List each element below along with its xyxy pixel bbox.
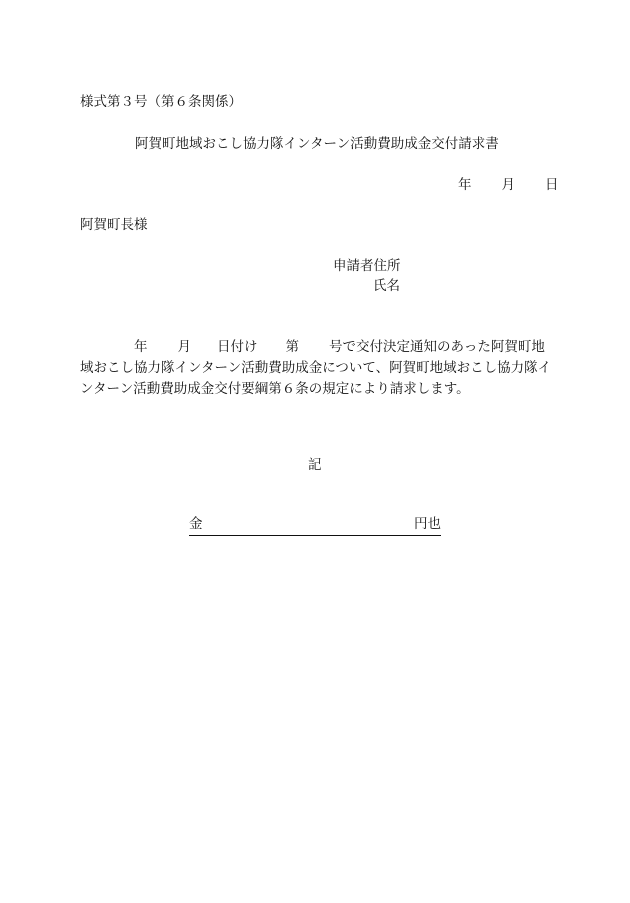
amount-prefix: 金 (189, 516, 203, 532)
ki-heading: 記 (308, 457, 322, 473)
form-number: 様式第３号（第６条関係） (80, 94, 242, 110)
date-day: 日 (545, 177, 559, 193)
body-month: 月 (177, 339, 191, 355)
body-line-2: 域おこし協力隊インターン活動費助成金について、阿賀町地域おこし協力隊イ (80, 360, 552, 376)
body-line-1 (80, 337, 550, 358)
body-line-1-rest: 号で交付決定通知のあった阿賀町地 (329, 339, 545, 355)
applicant-address-label: 申請者住所 (333, 258, 401, 274)
body-dai: 第 (285, 339, 299, 355)
body-day: 日付け (217, 339, 258, 355)
document-title: 阿賀町地域おこし協力隊インターン活動費助成金交付請求書 (135, 136, 499, 152)
date-line (458, 177, 559, 194)
applicant-name-label: 氏名 (373, 278, 400, 294)
addressee: 阿賀町長様 (80, 217, 148, 233)
request-body (80, 337, 550, 400)
date-month: 月 (501, 177, 515, 193)
body-line-3: ンターン活動費助成金交付要綱第６条の規定により請求します。 (80, 381, 470, 397)
amount-line (189, 516, 441, 536)
amount-suffix: 円也 (414, 516, 441, 532)
date-year: 年 (458, 177, 472, 193)
body-year: 年 (134, 339, 148, 355)
